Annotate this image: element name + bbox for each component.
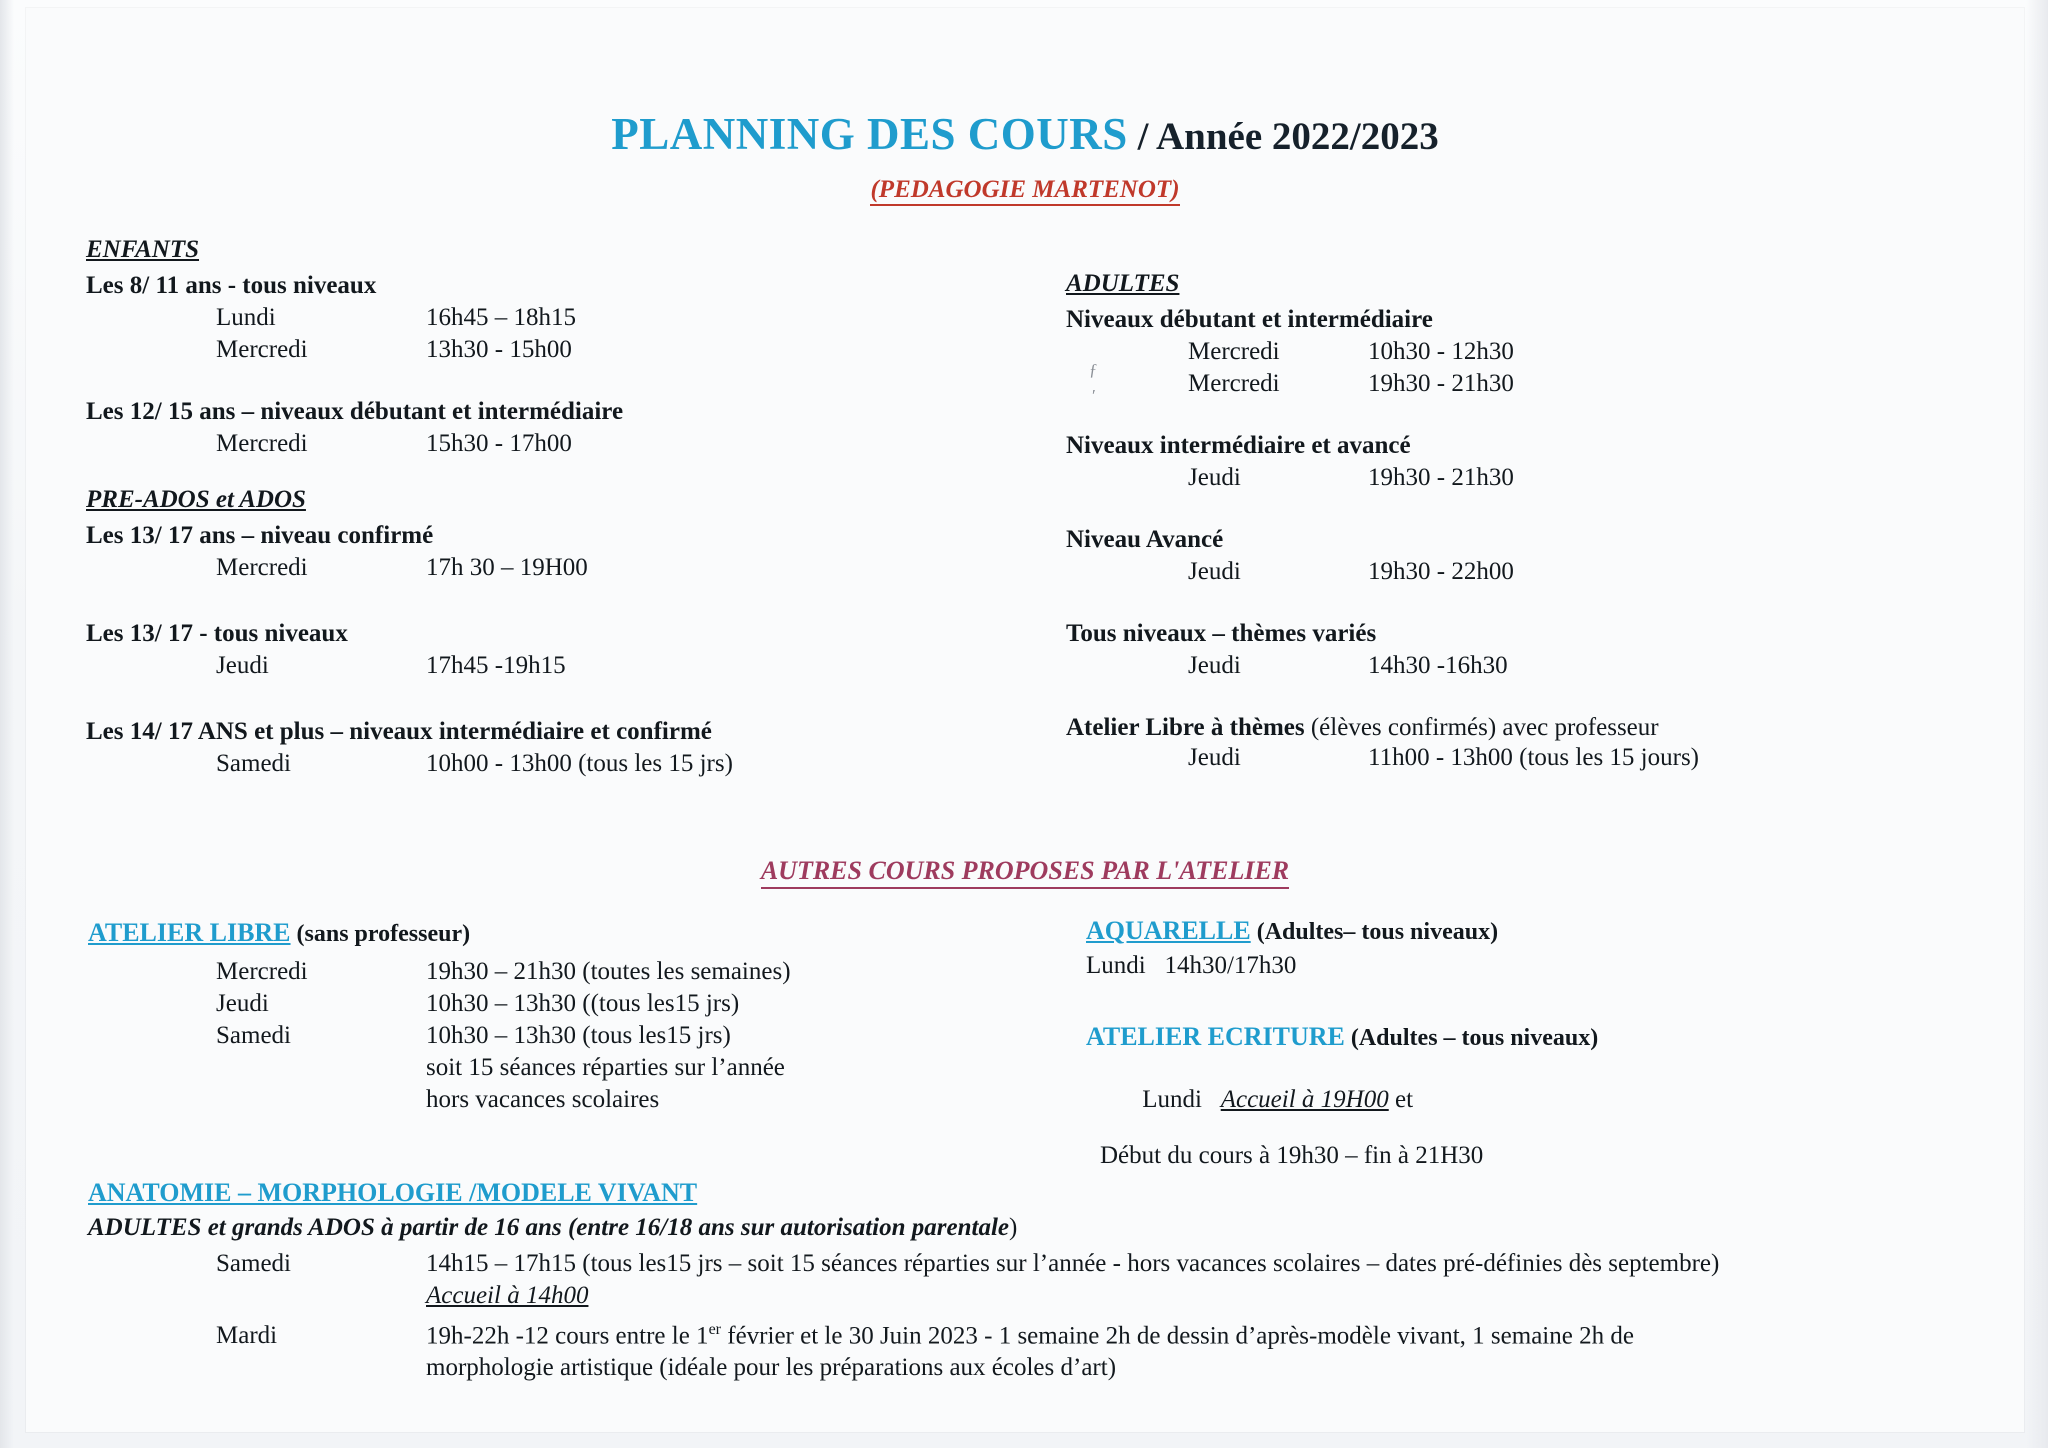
atelier-libre-heading bbox=[88, 918, 988, 948]
time-part-1: 19h-22h -12 cours entre le 1 bbox=[426, 1322, 709, 1350]
group-label bbox=[1066, 714, 1946, 742]
day-label: Lundi bbox=[216, 304, 276, 331]
group-label: Les 13/ 17 ans – niveau confirmé bbox=[86, 522, 434, 549]
anatomie-heading bbox=[88, 1178, 1988, 1208]
aquarelle-schedule: Lundi 14h30/17h30 bbox=[1086, 952, 1297, 979]
day-label: Samedi bbox=[216, 1022, 291, 1049]
day-label: Mercredi bbox=[1188, 370, 1280, 397]
subheading-tail: ) bbox=[1009, 1214, 1018, 1241]
time-label: 14h30 -16h30 bbox=[1368, 652, 1508, 679]
time-label: 19h30 - 21h30 bbox=[1368, 464, 1514, 491]
group-label: Niveaux débutant et intermédiaire bbox=[1066, 306, 1433, 333]
note-text: morphologie artistique (idéale pour les préparations aux écoles d’art) bbox=[426, 1354, 1117, 1382]
group-label: Les 12/ 15 ans – niveaux débutant et intermédiaire bbox=[86, 398, 624, 425]
title-separator: / bbox=[1127, 115, 1156, 158]
title-main: PLANNING DES COURS bbox=[611, 109, 1128, 159]
day-label: Jeudi bbox=[1188, 652, 1241, 679]
group-preados-13-17-confirme bbox=[86, 522, 1006, 584]
time-label: 10h30 – 13h30 (tous les15 jrs) bbox=[426, 1022, 731, 1049]
group-adultes-avance bbox=[1066, 526, 1946, 588]
group-preados-13-17-tous bbox=[86, 620, 1006, 682]
group-label: Les 8/ 11 ans - tous niveaux bbox=[86, 272, 377, 299]
day-label: Jeudi bbox=[216, 652, 269, 679]
time-label: 10h00 - 13h00 (tous les 15 jrs) bbox=[426, 750, 733, 777]
time-label: 17h45 -19h15 bbox=[426, 652, 566, 679]
ecriture-line-1 bbox=[1086, 1058, 1986, 1142]
schedule-row bbox=[1066, 650, 1946, 682]
group-label: Tous niveaux – thèmes variés bbox=[1066, 620, 1377, 647]
page-subtitle bbox=[26, 176, 2024, 204]
group-label-rest: (élèves confirmés) avec professeur bbox=[1304, 714, 1659, 741]
ecriture-suffix: et bbox=[1388, 1086, 1414, 1113]
day-label: Mercredi bbox=[1188, 338, 1280, 365]
time-label: 19h30 – 21h30 (toutes les semaines) bbox=[426, 958, 791, 985]
ecriture-accueil: Accueil à 19H00 bbox=[1220, 1086, 1389, 1113]
day-label: Mercredi bbox=[216, 554, 308, 581]
ecriture-heading bbox=[1086, 1022, 1986, 1052]
scan-mark: ƒ bbox=[1089, 360, 1098, 379]
group-label: Les 14/ 17 ANS et plus – niveaux intermédiaire et confirmé bbox=[86, 718, 712, 745]
day-label: Jeudi bbox=[216, 990, 269, 1017]
time-label: 11h00 - 13h00 (tous les 15 jours) bbox=[1368, 744, 1699, 771]
anatomie-subheading bbox=[88, 1214, 1988, 1242]
anatomie-accueil: Accueil à 14h00 bbox=[426, 1282, 589, 1309]
schedule-row bbox=[86, 748, 1006, 780]
time-label: 17h 30 – 19H00 bbox=[426, 554, 588, 581]
section-divider-text: AUTRES COURS PROPOSES PAR L'ATELIER bbox=[761, 856, 1289, 889]
schedule-row bbox=[88, 988, 988, 1020]
day-label: Mercredi bbox=[216, 336, 308, 363]
group-label: Niveau Avancé bbox=[1066, 526, 1224, 553]
day-label: Mercredi bbox=[216, 430, 308, 457]
group-label: Niveaux intermédiaire et avancé bbox=[1066, 432, 1411, 459]
aquarelle-heading bbox=[1086, 916, 1986, 946]
day-label: Jeudi bbox=[1188, 464, 1241, 491]
schedule-row bbox=[1066, 368, 1946, 400]
note-text: soit 15 séances réparties sur l’année bbox=[426, 1054, 785, 1081]
schedule-row bbox=[1066, 336, 1946, 368]
time-part-2: février et le 30 Juin 2023 - 1 semaine 2h de dessin d’après-modèle vivant, 1 semaine 2h de bbox=[721, 1322, 1634, 1350]
time-label: 10h30 – 13h30 ((tous les15 jrs) bbox=[426, 990, 740, 1017]
time-label: 19h30 - 22h00 bbox=[1368, 558, 1514, 585]
section-enfants bbox=[86, 236, 1006, 460]
time-label bbox=[426, 1320, 1988, 1352]
schedule-row bbox=[86, 334, 1006, 366]
schedule-row bbox=[88, 956, 988, 988]
schedule-row bbox=[86, 650, 1006, 682]
group-enfants-8-11 bbox=[86, 272, 1006, 366]
heading-black: (Adultes– tous niveaux) bbox=[1250, 919, 1499, 945]
left-column bbox=[86, 236, 1006, 802]
schedule-row bbox=[88, 1020, 988, 1052]
section-heading-adultes: ADULTES bbox=[1066, 270, 1180, 297]
section-preados bbox=[86, 486, 1006, 780]
page-title bbox=[26, 108, 2024, 160]
schedule-row bbox=[86, 552, 1006, 584]
time-label: 10h30 - 12h30 bbox=[1368, 338, 1514, 365]
group-label: Les 13/ 17 - tous niveaux bbox=[86, 620, 348, 647]
group-adultes-debutant bbox=[1066, 306, 1946, 400]
schedule-row bbox=[1066, 742, 1946, 774]
section-heading-enfants: ENFANTS bbox=[86, 236, 200, 263]
schedule-row bbox=[88, 1248, 1988, 1280]
subtitle-text: (PEDAGOGIE MARTENOT) bbox=[870, 176, 1179, 206]
schedule-row bbox=[88, 1320, 1988, 1352]
time-ordinal-suffix: er bbox=[708, 1321, 721, 1338]
heading-black: (sans professeur) bbox=[290, 921, 471, 947]
group-adultes-themes-varies bbox=[1066, 620, 1946, 682]
schedule-row bbox=[1066, 462, 1946, 494]
time-label: 16h45 – 18h15 bbox=[426, 304, 576, 331]
heading-blue: ATELIER LIBRE bbox=[88, 918, 291, 947]
day-label: Jeudi bbox=[1188, 744, 1241, 771]
time-label: 15h30 - 17h00 bbox=[426, 430, 572, 457]
heading-blue: AQUARELLE bbox=[1086, 916, 1251, 945]
schedule-row bbox=[1066, 556, 1946, 588]
section-heading-preados: PRE-ADOS et ADOS bbox=[86, 486, 306, 513]
block-aquarelle-ecriture bbox=[1086, 916, 1986, 1170]
note-line bbox=[88, 1084, 988, 1116]
note-line bbox=[88, 1052, 988, 1084]
time-label: 13h30 - 15h00 bbox=[426, 336, 572, 363]
group-preados-14-17 bbox=[86, 718, 1006, 780]
subheading-italic: ADULTES et grands ADOS à partir de 16 ans (entre 16/18 ans sur autorisation parentale bbox=[88, 1214, 1009, 1241]
day-label: Jeudi bbox=[1188, 558, 1241, 585]
block-anatomie bbox=[88, 1178, 1988, 1384]
ecriture-prefix: Lundi bbox=[1136, 1086, 1221, 1113]
group-adultes-intermediaire-avance bbox=[1066, 432, 1946, 494]
anatomie-accueil-line bbox=[88, 1280, 1988, 1312]
section-divider-autres-cours bbox=[26, 856, 2024, 886]
schedule-row bbox=[86, 428, 1006, 460]
day-label: Mardi bbox=[216, 1322, 278, 1349]
title-year: Année 2022/2023 bbox=[1156, 115, 1439, 158]
heading-blue: ANATOMIE – MORPHOLOGIE /MODELE VIVANT bbox=[88, 1178, 698, 1207]
heading-blue: ATELIER ECRITURE bbox=[1086, 1022, 1345, 1051]
scan-mark: ʹ bbox=[1092, 386, 1096, 405]
group-label-bold: Atelier Libre à thèmes bbox=[1066, 714, 1305, 741]
right-column bbox=[1066, 270, 1946, 796]
day-label: Samedi bbox=[216, 1250, 291, 1277]
heading-black: (Adultes – tous niveaux) bbox=[1344, 1025, 1599, 1051]
day-label: Samedi bbox=[216, 750, 291, 777]
block-atelier-libre bbox=[88, 918, 988, 1116]
note-text: hors vacances scolaires bbox=[426, 1086, 660, 1113]
time-label: 19h30 - 21h30 bbox=[1368, 370, 1514, 397]
time-label: 14h15 – 17h15 (tous les15 jrs – soit 15 séances réparties sur l’année - hors vacances scolaires – dates pré-définies dès septembre) bbox=[426, 1250, 1720, 1277]
group-enfants-12-15 bbox=[86, 398, 1006, 460]
anatomie-note-line bbox=[88, 1352, 1988, 1384]
scanned-sheet bbox=[26, 8, 2024, 1432]
day-label: Mercredi bbox=[216, 958, 308, 985]
ecriture-line-2: Début du cours à 19h30 – fin à 21H30 bbox=[1100, 1142, 1484, 1169]
schedule-row bbox=[86, 302, 1006, 334]
group-adultes-atelier-libre-themes bbox=[1066, 714, 1946, 774]
